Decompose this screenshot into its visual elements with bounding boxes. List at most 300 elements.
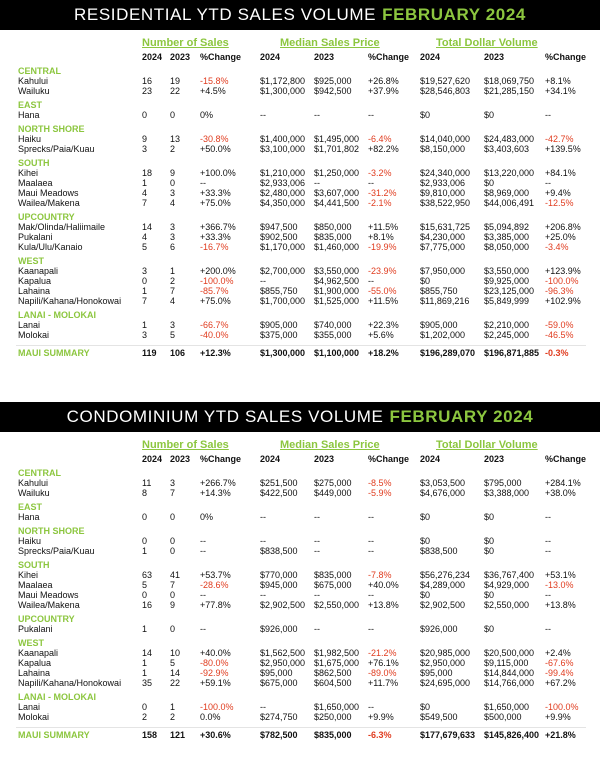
- table-cell: 3: [170, 222, 176, 232]
- table-cell: 2: [170, 276, 176, 286]
- table-cell: 7: [142, 296, 148, 306]
- table-cell: 3: [142, 144, 148, 154]
- column-header: 2024: [260, 52, 281, 62]
- table-cell: $250,000: [314, 712, 352, 722]
- table-cell: --: [314, 536, 320, 546]
- column-header: 2023: [484, 52, 505, 62]
- table-cell: $14,766,000: [484, 678, 535, 688]
- table-cell: $2,933,006: [420, 178, 466, 188]
- column-header: 2023: [170, 52, 191, 62]
- table-cell: -15.8%: [200, 76, 229, 86]
- table-cell: $2,480,000: [260, 188, 306, 198]
- area-name: Sprecks/Paia/Kuau: [18, 144, 95, 154]
- table-cell: -85.7%: [200, 286, 229, 296]
- table-cell: --: [260, 536, 266, 546]
- column-header: 2024: [420, 454, 441, 464]
- table-cell: -3.4%: [545, 242, 569, 252]
- residential-table: [0, 30, 600, 402]
- table-cell: $1,675,000: [314, 658, 360, 668]
- table-cell: --: [200, 546, 206, 556]
- table-cell: $3,385,000: [484, 232, 530, 242]
- table-cell: 0: [142, 536, 148, 546]
- table-cell: 0: [170, 512, 176, 522]
- table-cell: +366.7%: [200, 222, 236, 232]
- table-cell: --: [314, 590, 320, 600]
- column-header: 2024: [260, 454, 281, 464]
- table-cell: -89.0%: [368, 668, 397, 678]
- table-cell: +123.9%: [545, 266, 581, 276]
- table-cell: $0: [484, 536, 495, 546]
- table-cell: -30.8%: [200, 134, 229, 144]
- summary-cell: +30.6%: [200, 730, 231, 740]
- table-cell: $422,500: [260, 488, 298, 498]
- table-cell: +284.1%: [545, 478, 581, 488]
- column-header: 2023: [314, 52, 335, 62]
- summary-divider: [16, 345, 586, 346]
- table-cell: $1,172,800: [260, 76, 306, 86]
- table-cell: -19.9%: [368, 242, 397, 252]
- table-cell: -42.7%: [545, 134, 574, 144]
- table-cell: 1: [142, 286, 148, 296]
- summary-cell: $782,500: [260, 730, 298, 740]
- table-cell: +59.1%: [200, 678, 231, 688]
- table-cell: 1: [142, 624, 148, 634]
- table-cell: 6: [170, 242, 176, 252]
- table-cell: $251,500: [260, 478, 298, 488]
- table-cell: $855,750: [420, 286, 458, 296]
- area-name: Napili/Kahana/Honokowai: [18, 678, 122, 688]
- table-cell: $9,925,000: [484, 276, 530, 286]
- table-cell: --: [545, 624, 551, 634]
- area-name: Haiku: [18, 134, 42, 144]
- table-cell: $449,000: [314, 488, 352, 498]
- table-cell: --: [545, 546, 551, 556]
- table-cell: +100.0%: [200, 168, 236, 178]
- table-cell: +38.0%: [545, 488, 576, 498]
- summary-label: MAUI SUMMARY: [18, 730, 90, 740]
- table-cell: --: [368, 110, 374, 120]
- table-cell: $355,000: [314, 330, 352, 340]
- table-cell: -55.0%: [368, 286, 397, 296]
- group-header: Total Dollar Volume: [436, 439, 538, 451]
- area-name: Kahului: [18, 478, 49, 488]
- table-cell: $4,289,000: [420, 580, 466, 590]
- table-cell: $1,250,000: [314, 168, 360, 178]
- table-cell: +9.4%: [545, 188, 571, 198]
- table-cell: --: [260, 702, 266, 712]
- table-cell: +67.2%: [545, 678, 576, 688]
- summary-cell: 119: [142, 348, 157, 358]
- table-cell: +8.1%: [368, 232, 394, 242]
- table-cell: 4: [142, 188, 148, 198]
- table-cell: $0: [484, 546, 495, 556]
- table-cell: $5,094,892: [484, 222, 530, 232]
- area-name: Hana: [18, 512, 40, 522]
- column-header: %Change: [200, 454, 242, 464]
- table-cell: 4: [170, 198, 176, 208]
- condominium-table: [0, 432, 600, 775]
- table-cell: $0: [484, 512, 495, 522]
- region-heading: EAST: [18, 502, 43, 512]
- column-header: 2024: [142, 454, 163, 464]
- table-cell: $24,340,000: [420, 168, 471, 178]
- table-cell: -46.5%: [545, 330, 574, 340]
- table-cell: --: [260, 110, 266, 120]
- table-cell: --: [368, 512, 374, 522]
- table-cell: 35: [142, 678, 153, 688]
- table-cell: +13.8%: [545, 600, 576, 610]
- table-cell: $375,000: [260, 330, 298, 340]
- table-cell: $95,000: [260, 668, 293, 678]
- table-cell: $2,700,000: [260, 266, 306, 276]
- table-cell: $902,500: [260, 232, 298, 242]
- table-cell: --: [260, 512, 266, 522]
- table-cell: 0: [170, 590, 176, 600]
- table-cell: +14.3%: [200, 488, 231, 498]
- table-cell: -100.0%: [545, 702, 579, 712]
- table-cell: --: [368, 702, 374, 712]
- area-name: Pukalani: [18, 624, 53, 634]
- table-cell: 14: [170, 668, 181, 678]
- summary-cell: 158: [142, 730, 158, 740]
- table-cell: 3: [142, 266, 148, 276]
- table-cell: $8,150,000: [420, 144, 466, 154]
- column-header: %Change: [368, 52, 410, 62]
- area-name: Wailuku: [18, 488, 50, 498]
- region-heading: NORTH SHORE: [18, 124, 85, 134]
- table-cell: +200.0%: [200, 266, 236, 276]
- area-name: Haiku: [18, 536, 42, 546]
- table-cell: +206.8%: [545, 222, 581, 232]
- table-cell: 19: [170, 76, 181, 86]
- area-name: Lahaina: [18, 668, 51, 678]
- summary-label: MAUI SUMMARY: [18, 348, 90, 358]
- table-cell: $3,550,000: [314, 266, 360, 276]
- table-cell: 1: [142, 546, 148, 556]
- table-cell: -2.1%: [368, 198, 392, 208]
- column-header: %Change: [545, 454, 587, 464]
- area-name: Maalaea: [18, 580, 53, 590]
- summary-cell: $196,289,070: [420, 348, 476, 358]
- table-cell: --: [260, 276, 266, 286]
- table-cell: $0: [484, 590, 495, 600]
- table-cell: +53.1%: [545, 570, 576, 580]
- table-cell: 3: [170, 320, 176, 330]
- area-name: Napili/Kahana/Honokowai: [18, 296, 122, 306]
- table-cell: +25.0%: [545, 232, 576, 242]
- summary-cell: +18.2%: [368, 348, 399, 358]
- table-cell: +75.0%: [200, 198, 231, 208]
- table-cell: 0%: [200, 110, 214, 120]
- table-cell: $1,460,000: [314, 242, 360, 252]
- table-cell: -6.4%: [368, 134, 392, 144]
- table-cell: 1: [170, 266, 176, 276]
- table-cell: $4,962,500: [314, 276, 360, 286]
- table-cell: --: [314, 512, 320, 522]
- table-cell: 22: [170, 86, 181, 96]
- table-cell: $795,000: [484, 478, 522, 488]
- table-cell: +2.4%: [545, 648, 571, 658]
- area-name: Wailea/Makena: [18, 600, 80, 610]
- table-cell: $275,000: [314, 478, 352, 488]
- table-cell: 5: [142, 242, 148, 252]
- table-cell: $1,170,000: [260, 242, 306, 252]
- table-cell: 3: [170, 188, 176, 198]
- table-cell: $15,631,725: [420, 222, 471, 232]
- table-cell: --: [200, 624, 206, 634]
- table-cell: -100.0%: [200, 702, 234, 712]
- table-cell: 0: [170, 178, 176, 188]
- column-header: 2023: [484, 454, 505, 464]
- table-cell: 9: [170, 600, 176, 610]
- table-cell: $14,040,000: [420, 134, 471, 144]
- table-cell: +11.5%: [368, 222, 399, 232]
- table-cell: $19,527,620: [420, 76, 471, 86]
- table-cell: $3,053,500: [420, 478, 466, 488]
- table-cell: +40.0%: [368, 580, 399, 590]
- table-cell: 5: [170, 330, 176, 340]
- table-cell: 63: [142, 570, 153, 580]
- table-cell: +9.9%: [368, 712, 394, 722]
- table-cell: $0: [484, 178, 495, 188]
- table-cell: 5: [170, 658, 176, 668]
- summary-divider: [16, 727, 586, 728]
- column-header: %Change: [200, 52, 242, 62]
- table-cell: +4.5%: [200, 86, 226, 96]
- table-cell: $1,650,000: [314, 702, 360, 712]
- table-cell: $0: [420, 702, 431, 712]
- region-heading: SOUTH: [18, 560, 50, 570]
- table-cell: $862,500: [314, 668, 352, 678]
- table-cell: $942,500: [314, 86, 352, 96]
- table-cell: 2: [170, 144, 176, 154]
- table-cell: $0: [484, 110, 495, 120]
- table-cell: 16: [142, 600, 153, 610]
- table-cell: -13.0%: [545, 580, 574, 590]
- table-cell: 1: [142, 658, 148, 668]
- table-cell: 4: [170, 296, 176, 306]
- table-cell: $945,000: [260, 580, 298, 590]
- table-cell: +139.5%: [545, 144, 581, 154]
- summary-cell: $177,679,633: [420, 730, 476, 740]
- area-name: Kihei: [18, 168, 39, 178]
- table-cell: $926,000: [420, 624, 458, 634]
- table-cell: $1,210,000: [260, 168, 306, 178]
- table-cell: --: [314, 178, 320, 188]
- table-cell: 9: [142, 134, 148, 144]
- summary-cell: $1,300,000: [260, 348, 306, 358]
- table-cell: 7: [170, 286, 176, 296]
- table-cell: --: [545, 110, 551, 120]
- table-cell: --: [314, 110, 320, 120]
- area-name: Maui Meadows: [18, 188, 79, 198]
- group-header: Total Dollar Volume: [436, 37, 538, 49]
- table-cell: $4,350,000: [260, 198, 306, 208]
- area-name: Kapalua: [18, 658, 52, 668]
- table-cell: --: [545, 512, 551, 522]
- table-cell: 23: [142, 86, 153, 96]
- table-cell: --: [368, 276, 374, 286]
- table-cell: $2,950,000: [260, 658, 306, 668]
- table-cell: -96.3%: [545, 286, 574, 296]
- area-name: Maui Meadows: [18, 590, 79, 600]
- table-cell: $95,000: [420, 668, 453, 678]
- column-header: %Change: [368, 454, 410, 464]
- table-cell: $604,500: [314, 678, 352, 688]
- column-header: %Change: [545, 52, 587, 62]
- table-cell: $2,550,000: [314, 600, 360, 610]
- table-cell: $3,388,000: [484, 488, 530, 498]
- table-cell: -12.5%: [545, 198, 574, 208]
- table-cell: $3,100,000: [260, 144, 306, 154]
- group-header: Number of Sales: [142, 37, 229, 49]
- table-cell: $2,245,000: [484, 330, 530, 340]
- group-header: Median Sales Price: [280, 37, 380, 49]
- table-cell: -21.2%: [368, 648, 397, 658]
- table-cell: 2: [170, 712, 176, 722]
- table-cell: $1,982,500: [314, 648, 360, 658]
- table-cell: -28.6%: [200, 580, 229, 590]
- table-cell: $947,500: [260, 222, 298, 232]
- table-cell: --: [314, 624, 320, 634]
- summary-cell: +21.8%: [545, 730, 576, 740]
- table-cell: --: [368, 178, 374, 188]
- table-cell: 13: [170, 134, 181, 144]
- table-cell: $2,933,006: [260, 178, 306, 188]
- table-cell: -67.6%: [545, 658, 574, 668]
- table-cell: $855,750: [260, 286, 298, 296]
- table-cell: $56,276,234: [420, 570, 471, 580]
- summary-cell: $145,826,400: [484, 730, 540, 740]
- table-cell: 41: [170, 570, 181, 580]
- area-name: Sprecks/Paia/Kuau: [18, 546, 95, 556]
- table-cell: +26.8%: [368, 76, 399, 86]
- table-cell: $0: [420, 276, 431, 286]
- table-cell: 0: [170, 546, 176, 556]
- table-cell: $549,500: [420, 712, 458, 722]
- area-name: Lahaina: [18, 286, 51, 296]
- region-heading: WEST: [18, 256, 44, 266]
- table-cell: 5: [142, 580, 148, 590]
- table-cell: $9,810,000: [420, 188, 466, 198]
- region-heading: EAST: [18, 100, 43, 110]
- area-name: Pukalani: [18, 232, 53, 242]
- table-cell: -5.9%: [368, 488, 392, 498]
- table-cell: -8.5%: [368, 478, 392, 488]
- table-cell: +13.8%: [368, 600, 399, 610]
- area-name: Lanai: [18, 702, 41, 712]
- table-cell: $44,006,491: [484, 198, 535, 208]
- table-cell: 3: [170, 478, 176, 488]
- region-heading: LANAI - MOLOKAI: [18, 692, 96, 702]
- table-cell: -7.8%: [368, 570, 392, 580]
- table-cell: 18: [142, 168, 153, 178]
- table-cell: $2,950,000: [420, 658, 466, 668]
- region-heading: UPCOUNTRY: [18, 614, 75, 624]
- condominium-banner: [0, 402, 600, 432]
- banner-title-month: FEBRUARY 2024: [382, 5, 526, 24]
- table-cell: +33.3%: [200, 232, 231, 242]
- table-cell: $770,000: [260, 570, 298, 580]
- area-name: Kihei: [18, 570, 39, 580]
- table-cell: $905,000: [420, 320, 458, 330]
- summary-cell: -6.3%: [368, 730, 392, 740]
- table-cell: $1,495,000: [314, 134, 360, 144]
- table-cell: $38,522,950: [420, 198, 471, 208]
- area-name: Lanai: [18, 320, 41, 330]
- table-cell: 22: [170, 678, 181, 688]
- table-cell: $905,000: [260, 320, 298, 330]
- table-cell: $926,000: [260, 624, 298, 634]
- table-cell: $2,902,500: [420, 600, 466, 610]
- table-cell: +40.0%: [200, 648, 231, 658]
- column-header: 2023: [314, 454, 335, 464]
- table-cell: -92.9%: [200, 668, 229, 678]
- table-cell: $14,844,000: [484, 668, 535, 678]
- table-cell: +266.7%: [200, 478, 236, 488]
- table-cell: 4: [142, 232, 148, 242]
- summary-cell: 121: [170, 730, 186, 740]
- table-cell: $0: [420, 512, 431, 522]
- table-cell: --: [368, 624, 374, 634]
- table-cell: $675,000: [260, 678, 298, 688]
- table-cell: +11.5%: [368, 296, 399, 306]
- table-cell: $0: [420, 536, 431, 546]
- table-cell: $8,969,000: [484, 188, 530, 198]
- table-cell: 0: [142, 110, 148, 120]
- table-cell: +102.9%: [545, 296, 581, 306]
- summary-cell: $1,100,000: [314, 348, 360, 358]
- table-cell: $1,650,000: [484, 702, 530, 712]
- table-cell: --: [200, 590, 206, 600]
- table-cell: $1,202,000: [420, 330, 466, 340]
- table-cell: 3: [170, 232, 176, 242]
- table-cell: $1,700,000: [260, 296, 306, 306]
- table-cell: $740,000: [314, 320, 352, 330]
- table-cell: $1,300,000: [260, 86, 306, 96]
- banner-title: RESIDENTIAL YTD SALES VOLUME: [74, 5, 377, 24]
- table-cell: +5.6%: [368, 330, 394, 340]
- table-cell: --: [260, 590, 266, 600]
- summary-cell: $835,000: [314, 730, 352, 740]
- area-name: Molokai: [18, 712, 50, 722]
- table-cell: -40.0%: [200, 330, 229, 340]
- summary-cell: 106: [170, 348, 186, 358]
- table-cell: $838,500: [420, 546, 458, 556]
- table-cell: +75.0%: [200, 296, 231, 306]
- area-name: Maalaea: [18, 178, 53, 188]
- table-cell: $2,902,500: [260, 600, 306, 610]
- table-cell: -59.0%: [545, 320, 574, 330]
- area-name: Kula/Ulu/Kanaio: [18, 242, 83, 252]
- table-cell: $0: [420, 110, 431, 120]
- area-name: Kahului: [18, 76, 49, 86]
- table-cell: 14: [142, 648, 153, 658]
- table-cell: 7: [142, 198, 148, 208]
- region-heading: SOUTH: [18, 158, 50, 168]
- table-cell: +34.1%: [545, 86, 576, 96]
- table-cell: 7: [170, 488, 176, 498]
- table-cell: $2,210,000: [484, 320, 530, 330]
- table-cell: +53.7%: [200, 570, 231, 580]
- table-cell: 1: [142, 178, 148, 188]
- summary-cell: -0.3%: [545, 348, 569, 358]
- region-heading: WEST: [18, 638, 44, 648]
- table-cell: $4,230,000: [420, 232, 466, 242]
- region-heading: NORTH SHORE: [18, 526, 85, 536]
- table-cell: $21,285,150: [484, 86, 535, 96]
- table-cell: $23,125,000: [484, 286, 535, 296]
